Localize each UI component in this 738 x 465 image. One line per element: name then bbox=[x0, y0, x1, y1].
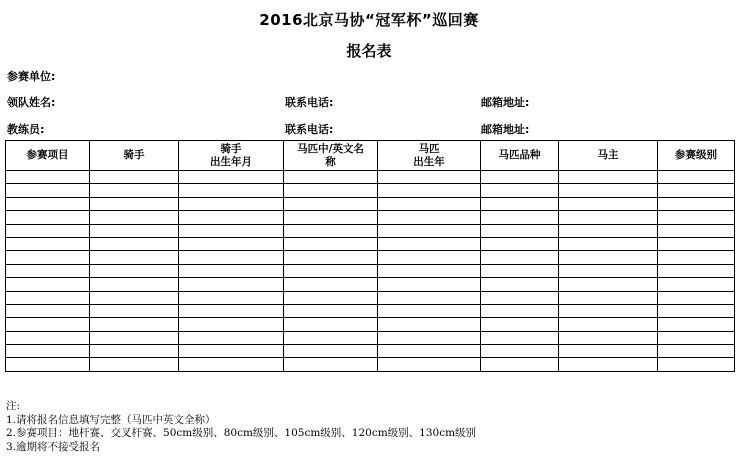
table-cell[interactable] bbox=[6, 224, 90, 237]
table-body bbox=[6, 171, 735, 372]
table-row bbox=[6, 264, 735, 277]
table-cell[interactable] bbox=[378, 331, 481, 344]
table-cell[interactable] bbox=[481, 291, 559, 304]
table-cell[interactable] bbox=[378, 278, 481, 291]
table-cell[interactable] bbox=[90, 345, 179, 358]
table-cell[interactable] bbox=[284, 304, 378, 317]
table-cell[interactable] bbox=[179, 224, 284, 237]
table-cell[interactable] bbox=[481, 331, 559, 344]
table-cell[interactable] bbox=[179, 184, 284, 197]
table-cell[interactable] bbox=[179, 291, 284, 304]
table-cell[interactable] bbox=[90, 197, 179, 210]
table-cell[interactable] bbox=[6, 184, 90, 197]
table-cell[interactable] bbox=[378, 345, 481, 358]
table-cell[interactable] bbox=[179, 358, 284, 371]
note-item: 1.请将报名信息填写完整（马匹中英文全称） bbox=[6, 413, 216, 426]
table-cell[interactable] bbox=[378, 358, 481, 371]
column-header: 参赛项目 bbox=[6, 141, 90, 171]
table-cell[interactable] bbox=[378, 251, 481, 264]
table-cell[interactable] bbox=[6, 358, 90, 371]
table-cell[interactable] bbox=[179, 171, 284, 184]
table-cell[interactable] bbox=[179, 264, 284, 277]
table-cell[interactable] bbox=[559, 278, 658, 291]
table-cell[interactable] bbox=[378, 197, 481, 210]
table-cell[interactable] bbox=[6, 171, 90, 184]
table-cell[interactable] bbox=[6, 318, 90, 331]
table-cell[interactable] bbox=[658, 251, 735, 264]
table-cell[interactable] bbox=[284, 331, 378, 344]
table-cell[interactable] bbox=[378, 171, 481, 184]
table-cell[interactable] bbox=[378, 264, 481, 277]
coach-label: 教练员: bbox=[7, 123, 45, 136]
table-cell[interactable] bbox=[559, 197, 658, 210]
table-cell[interactable] bbox=[559, 264, 658, 277]
table-header-row bbox=[6, 141, 735, 171]
table-cell[interactable] bbox=[481, 197, 559, 210]
table-cell[interactable] bbox=[90, 224, 179, 237]
table-row bbox=[6, 171, 735, 184]
notes-list bbox=[6, 414, 476, 455]
table-row bbox=[6, 331, 735, 344]
table-cell[interactable] bbox=[658, 304, 735, 317]
table-cell[interactable] bbox=[658, 291, 735, 304]
notes-label: 注: bbox=[6, 400, 21, 412]
table-cell[interactable] bbox=[284, 358, 378, 371]
table-cell[interactable] bbox=[284, 237, 378, 250]
table-cell[interactable] bbox=[90, 171, 179, 184]
table-cell[interactable] bbox=[90, 318, 179, 331]
table-cell[interactable] bbox=[559, 211, 658, 224]
table-row bbox=[6, 345, 735, 358]
column-header: 骑手 bbox=[90, 141, 179, 171]
table-cell[interactable] bbox=[378, 184, 481, 197]
table-cell[interactable] bbox=[559, 331, 658, 344]
table-cell[interactable] bbox=[559, 251, 658, 264]
table-cell[interactable] bbox=[90, 331, 179, 344]
table-cell[interactable] bbox=[284, 278, 378, 291]
email-label-1: 邮箱地址: bbox=[481, 96, 530, 109]
table-cell[interactable] bbox=[179, 237, 284, 250]
column-header: 马匹中/英文名 称 bbox=[284, 141, 378, 171]
table-cell[interactable] bbox=[179, 331, 284, 344]
form-title: 2016北京马协“冠军杯”巡回赛 bbox=[259, 11, 479, 29]
table-cell[interactable] bbox=[284, 184, 378, 197]
table-cell[interactable] bbox=[481, 251, 559, 264]
table-cell[interactable] bbox=[6, 251, 90, 264]
phone-label-2: 联系电话: bbox=[285, 123, 334, 136]
table-cell[interactable] bbox=[179, 251, 284, 264]
table-cell[interactable] bbox=[6, 237, 90, 250]
table-cell[interactable] bbox=[6, 331, 90, 344]
table-cell[interactable] bbox=[481, 237, 559, 250]
leader-name-label: 领队姓名: bbox=[7, 96, 56, 109]
table-cell[interactable] bbox=[559, 237, 658, 250]
table-cell[interactable] bbox=[658, 211, 735, 224]
table-cell[interactable] bbox=[481, 345, 559, 358]
column-header: 骑手 出生年月 bbox=[179, 141, 284, 171]
email-label-2: 邮箱地址: bbox=[481, 123, 530, 136]
table-cell[interactable] bbox=[179, 345, 284, 358]
table-cell[interactable] bbox=[90, 291, 179, 304]
table-cell[interactable] bbox=[179, 278, 284, 291]
table-cell[interactable] bbox=[6, 304, 90, 317]
table-cell[interactable] bbox=[481, 304, 559, 317]
table-cell[interactable] bbox=[179, 197, 284, 210]
table-cell[interactable] bbox=[378, 237, 481, 250]
table-cell[interactable] bbox=[90, 211, 179, 224]
table-cell[interactable] bbox=[179, 211, 284, 224]
table-cell[interactable] bbox=[481, 184, 559, 197]
column-header: 马主 bbox=[559, 141, 658, 171]
table-cell[interactable] bbox=[6, 291, 90, 304]
form-subtitle: 报名表 bbox=[346, 42, 392, 60]
table-cell[interactable] bbox=[284, 197, 378, 210]
phone-label-1: 联系电话: bbox=[285, 96, 334, 109]
table-cell[interactable] bbox=[481, 171, 559, 184]
table-cell[interactable] bbox=[179, 304, 284, 317]
column-header: 马匹 出生年 bbox=[378, 141, 481, 171]
table-cell[interactable] bbox=[284, 318, 378, 331]
table-cell[interactable] bbox=[6, 264, 90, 277]
table-cell[interactable] bbox=[481, 264, 559, 277]
table-row bbox=[6, 184, 735, 197]
table-row bbox=[6, 304, 735, 317]
table-cell[interactable] bbox=[559, 171, 658, 184]
table-cell[interactable] bbox=[481, 318, 559, 331]
table-row bbox=[6, 197, 735, 210]
table-cell[interactable] bbox=[284, 345, 378, 358]
table-cell[interactable] bbox=[658, 264, 735, 277]
table-cell[interactable] bbox=[6, 197, 90, 210]
table-cell[interactable] bbox=[481, 358, 559, 371]
table-cell[interactable] bbox=[284, 171, 378, 184]
table-cell[interactable] bbox=[658, 278, 735, 291]
table-cell[interactable] bbox=[90, 278, 179, 291]
table-cell[interactable] bbox=[559, 358, 658, 371]
table-cell[interactable] bbox=[284, 291, 378, 304]
table-cell[interactable] bbox=[378, 291, 481, 304]
note-item: 3.逾期将不接受报名 bbox=[6, 440, 101, 453]
table-cell[interactable] bbox=[658, 237, 735, 250]
table-cell[interactable] bbox=[90, 251, 179, 264]
table-cell[interactable] bbox=[284, 211, 378, 224]
table-row bbox=[6, 224, 735, 237]
table-cell[interactable] bbox=[658, 171, 735, 184]
table-cell[interactable] bbox=[481, 211, 559, 224]
table-cell[interactable] bbox=[658, 345, 735, 358]
table-row bbox=[6, 211, 735, 224]
table-cell[interactable] bbox=[284, 251, 378, 264]
table-cell[interactable] bbox=[284, 224, 378, 237]
table-cell[interactable] bbox=[90, 184, 179, 197]
table-cell[interactable] bbox=[481, 278, 559, 291]
table-cell[interactable] bbox=[179, 318, 284, 331]
table-cell[interactable] bbox=[559, 184, 658, 197]
table-cell[interactable] bbox=[481, 224, 559, 237]
table-cell[interactable] bbox=[658, 318, 735, 331]
table-cell[interactable] bbox=[658, 184, 735, 197]
column-header: 马匹品种 bbox=[481, 141, 559, 171]
table-cell[interactable] bbox=[378, 318, 481, 331]
team-unit-label: 参赛单位: bbox=[7, 70, 56, 83]
table-cell[interactable] bbox=[658, 224, 735, 237]
table-row bbox=[6, 251, 735, 264]
table-cell[interactable] bbox=[559, 345, 658, 358]
table-cell[interactable] bbox=[378, 224, 481, 237]
table-cell[interactable] bbox=[6, 211, 90, 224]
table-row bbox=[6, 237, 735, 250]
table-cell[interactable] bbox=[658, 331, 735, 344]
table-row bbox=[6, 291, 735, 304]
table-row bbox=[6, 358, 735, 371]
table-cell[interactable] bbox=[284, 264, 378, 277]
table-cell[interactable] bbox=[6, 278, 90, 291]
table-cell[interactable] bbox=[90, 264, 179, 277]
table-cell[interactable] bbox=[90, 237, 179, 250]
table-cell[interactable] bbox=[559, 304, 658, 317]
table-cell[interactable] bbox=[658, 358, 735, 371]
notes-section bbox=[6, 400, 476, 454]
table-cell[interactable] bbox=[559, 318, 658, 331]
column-header: 参赛级别 bbox=[658, 141, 735, 171]
table-cell[interactable] bbox=[90, 304, 179, 317]
table-cell[interactable] bbox=[6, 345, 90, 358]
note-item: 2.参赛项目：地杆赛、交叉杆赛、50cm级别、80cm级别、105cm级别、120cm级别、130cm级别 bbox=[6, 427, 477, 440]
table-cell[interactable] bbox=[378, 304, 481, 317]
table-cell[interactable] bbox=[378, 211, 481, 224]
table-row bbox=[6, 278, 735, 291]
registration-table bbox=[5, 140, 735, 372]
table-row bbox=[6, 318, 735, 331]
table-cell[interactable] bbox=[90, 358, 179, 371]
table-cell[interactable] bbox=[559, 291, 658, 304]
table-cell[interactable] bbox=[559, 224, 658, 237]
table-cell[interactable] bbox=[658, 197, 735, 210]
